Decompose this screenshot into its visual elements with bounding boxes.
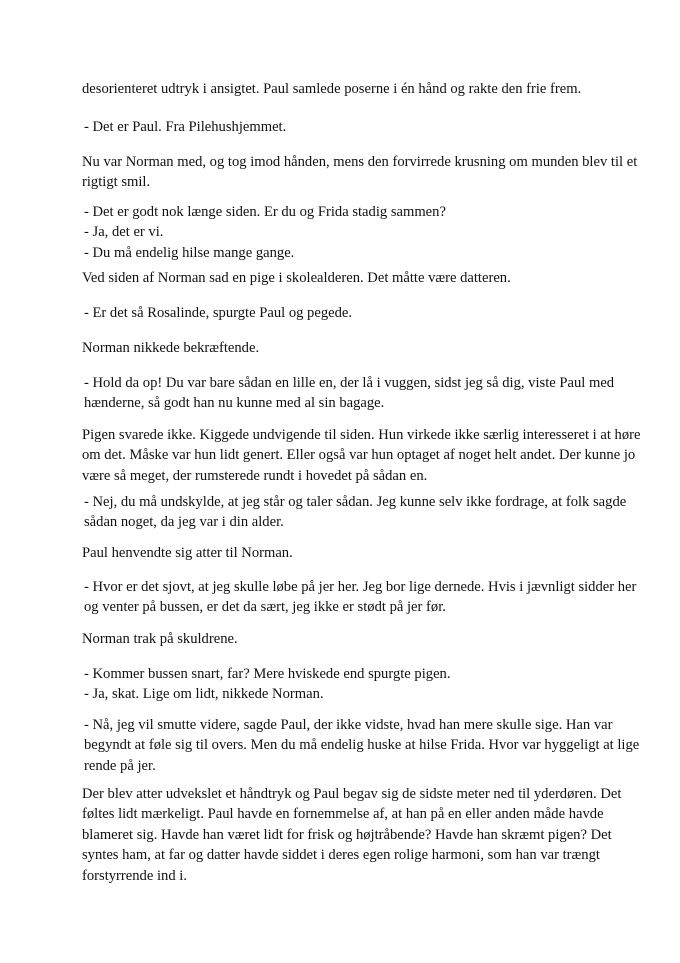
- dialogue-paragraph: [82, 577, 637, 618]
- text-line: og venter på bussen, er det da sært, jeg ikke er stødt på jer før.: [84, 599, 446, 616]
- text-line: rigtigt smil.: [82, 174, 151, 191]
- text-line: - Det er godt nok længe siden. Er du og Frida stadig sammen?: [84, 204, 446, 220]
- paragraph: [82, 784, 622, 886]
- dialogue-paragraph: [82, 117, 604, 137]
- text-line: begyndt at føle sig til overs. Men du må endelig huske at hilse Frida. Hvor var hyggeligt at lige: [84, 737, 640, 754]
- text-line: Pigen svarede ikke. Kiggede undvigende til siden. Hun virkede ikke særlig interesseret i at høre: [82, 427, 641, 443]
- dialogue-paragraph: [82, 373, 615, 414]
- text-line: syntes ham, at far og datter havde siddet i deres egen rolige harmoni, som han var trængt: [82, 847, 600, 864]
- text-line: - Det er Paul. Fra Pilehushjemmet.: [84, 119, 287, 135]
- dialogue-paragraph: [82, 303, 604, 323]
- dialogue-paragraph: [82, 664, 604, 705]
- text-line: - Hold da op! Du var bare sådan en lille en, der lå i vuggen, sidst jeg så dig, viste Paul med: [84, 375, 615, 391]
- text-line: Der blev atter udvekslet et håndtryk og Paul begav sig de sidste meter ned til yderdøren. Det: [82, 786, 622, 802]
- paragraph: [82, 268, 602, 288]
- text-line: Norman trak på skuldrene.: [82, 631, 238, 647]
- text-line: - Er det så Rosalinde, spurgte Paul og pegede.: [84, 305, 353, 321]
- dialogue-paragraph: [82, 715, 640, 776]
- text-line: om det. Måske var hun lidt genert. Eller også var hun optaget af noget helt andet. Der kunne jo: [82, 447, 636, 464]
- paragraph: [82, 425, 641, 486]
- text-line: hænderne, så godt han nu kunne med al sin bagage.: [84, 395, 385, 412]
- text-line: - Ja, skat. Lige om lidt, nikkede Norman.: [84, 686, 324, 703]
- text-line: føltes lidt mærkeligt. Paul havde en fornemmelse af, at han på en eller anden måde havde: [82, 806, 604, 823]
- text-line: være så meget, der rumsterede rundt i hovedet på sådan en.: [82, 467, 428, 484]
- text-line: Nu var Norman med, og tog imod hånden, mens den forvirrede krusning om munden blev til et: [82, 154, 638, 170]
- text-line: Ved siden af Norman sad en pige i skolealderen. Det måtte være datteren.: [82, 270, 511, 286]
- text-line: forstyrrende ind i.: [82, 867, 187, 884]
- text-line: blameret sig. Havde han været lidt for frisk og højtråbende? Havde han skræmt pigen? Det: [82, 826, 612, 843]
- text-line: rende på jer.: [84, 757, 156, 774]
- text-line: Paul henvendte sig atter til Norman.: [82, 545, 293, 561]
- paragraph: [82, 338, 602, 358]
- dialogue-paragraph: [82, 202, 604, 263]
- text-line: sådan noget, da jeg var i din alder.: [84, 514, 284, 531]
- text-line: - Nå, jeg vil smutte videre, sagde Paul, der ikke vidste, hvad han mere skulle sige. Han var: [84, 717, 613, 733]
- paragraph: [82, 79, 602, 99]
- text-line: Norman nikkede bekræftende.: [82, 340, 260, 356]
- text-line: - Ja, det er vi.: [84, 224, 164, 241]
- paragraph: [82, 629, 602, 649]
- paragraph: [82, 543, 602, 563]
- text-line: - Kommer bussen snart, far? Mere hviskede end spurgte pigen.: [84, 666, 451, 682]
- dialogue-paragraph: [82, 492, 627, 533]
- text-line: desorienteret udtryk i ansigtet. Paul samlede poserne i én hånd og rakte den frie frem.: [82, 81, 582, 97]
- text-line: - Nej, du må undskylde, at jeg står og taler sådan. Jeg kunne selv ikke fordrage, at folk sagde: [84, 494, 627, 510]
- paragraph: [82, 152, 638, 193]
- text-line: - Hvor er det sjovt, at jeg skulle løbe på jer her. Jeg bor lige dernede. Hvis i jævnligt sidder her: [84, 579, 637, 595]
- text-line: - Du må endelig hilse mange gange.: [84, 244, 295, 261]
